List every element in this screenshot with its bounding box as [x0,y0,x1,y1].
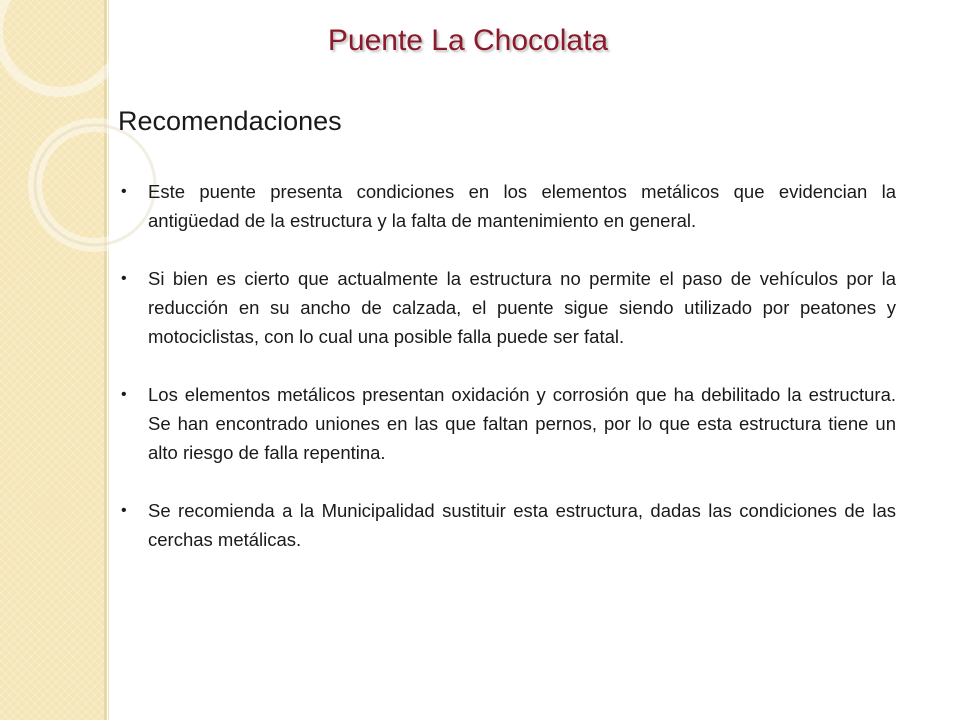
bullet-item [118,177,896,235]
bullet-text: Este puente presenta condiciones en los elementos metálicos que evidencian la antigüedad de la estructura y la falta de mantenimiento en general. [148,181,896,231]
slide-title: Puente La Chocolata [327,24,609,57]
bullet-dot-icon: • [121,502,127,519]
bullet-text: Si bien es cierto que actualmente la estructura no permite el paso de vehículos por la reducción en su ancho de calzada, el puente sigue siendo utilizado por peatones y motociclistas, con lo cual una posible falla puede ser fatal. [148,268,896,347]
recommendations-list [118,177,907,583]
slide-subtitle: Recomendaciones [118,106,342,136]
bullet-text: Se recomienda a la Municipalidad sustituir esta estructura, dadas las condiciones de las cerchas metálicas. [148,500,896,550]
bullet-text: Los elementos metálicos presentan oxidación y corrosión que ha debilitado la estructura. Se han encontrado uniones en las que faltan pernos, por lo que esta estructura tiene un alto riesgo de falla repentina. [148,384,907,463]
bullet-dot-icon: • [121,386,127,403]
bullet-item [118,496,896,554]
bullet-dot-icon: • [121,183,127,200]
bullet-item [118,380,907,467]
bullet-dot-icon: • [121,270,127,287]
bullet-item [118,264,896,351]
